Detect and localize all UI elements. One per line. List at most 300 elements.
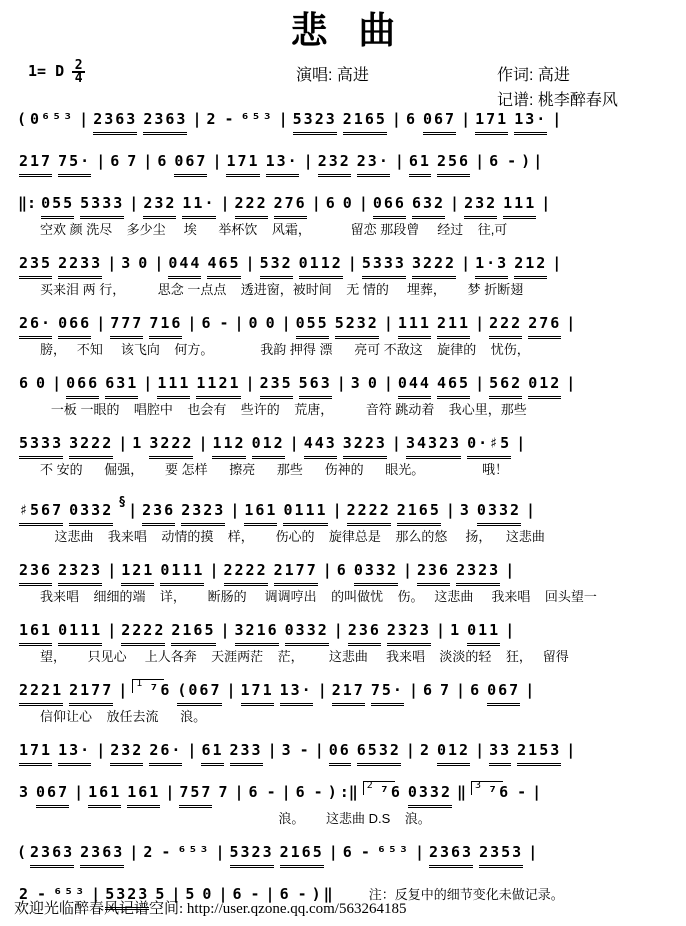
barline: | [408, 681, 418, 699]
barline: | [528, 843, 538, 861]
barline: | [281, 783, 291, 801]
lyricist-credit: 作词: 高进 [497, 67, 570, 84]
note-group: 0 [248, 314, 260, 332]
note-group: 0 [342, 194, 354, 212]
note-group: ⁶⁵³ [53, 885, 87, 903]
barline: ‖ [323, 885, 333, 903]
barline: | [281, 314, 291, 332]
note-group: 2177 [274, 557, 318, 586]
note-group: 217 [332, 677, 365, 706]
time-signature-bottom: 4 [74, 71, 83, 86]
note-group: 632 [412, 190, 445, 219]
note-group: 161 [244, 497, 277, 526]
note-group: 217 [19, 148, 52, 177]
note-group: 2221 [19, 677, 63, 706]
duration-dash: - [297, 885, 307, 903]
note-group: 2222 [121, 617, 165, 646]
note-group: 2 [19, 885, 31, 903]
barline: | [475, 741, 485, 759]
duration-dash: - [224, 110, 234, 128]
note-group: 067 [487, 677, 520, 706]
barline: | [289, 434, 299, 452]
note-group: 3222 [69, 430, 113, 459]
system [16, 430, 680, 477]
note-group: 2165 [397, 497, 441, 526]
barline: | [154, 254, 164, 272]
barline: | [226, 681, 236, 699]
barline: | [450, 194, 460, 212]
barline: | [525, 681, 535, 699]
note-group: 716 [149, 310, 182, 339]
note-group: 1 [450, 621, 462, 639]
note-group: 3 [121, 254, 133, 272]
note-group: 0⁶⁵³ [30, 110, 75, 128]
barline: | [118, 681, 128, 699]
note-group: ⁶⁵³ [376, 843, 410, 861]
notation-line [16, 677, 680, 706]
lyrics-line: 我来唱 细细的端 详， 断肠的 调调哼出 的叫做忧 伤。 这悲曲 我来唱 回头望一 [40, 589, 597, 604]
barline: | [230, 501, 240, 519]
barline: | [414, 843, 424, 861]
time-signature [72, 60, 85, 84]
note-group: 34323 [406, 430, 461, 459]
note-group: 171 [475, 106, 508, 135]
barline: | [107, 561, 117, 579]
note-group: 3222 [149, 430, 193, 459]
transcriber-credit: 记谱: 桃李醉春风 [497, 92, 618, 109]
barline: | [218, 885, 228, 903]
note-group: 012 [252, 430, 285, 459]
note-group: 236 [417, 557, 450, 586]
system [16, 106, 680, 135]
note-group: 0 [265, 314, 277, 332]
note-group: 75· [371, 677, 404, 706]
volta-bracket: 1 [132, 679, 164, 693]
note-group: 232 [143, 190, 176, 219]
barline: | [265, 885, 275, 903]
lyrics-line: 买来泪 两 行， 思念 一点点 透进窗，被时间 无 情的 埋葬， 梦 折断翅 [40, 282, 524, 297]
note-group: 7 [127, 152, 139, 170]
barline: | [118, 434, 128, 452]
note-group: 13· [58, 737, 91, 766]
note-group: 6 [201, 314, 213, 332]
note-group: 0111 [283, 497, 327, 526]
note-group: 112 [212, 430, 245, 459]
barline: | [187, 741, 197, 759]
duration-dash: - [313, 783, 323, 801]
lyrics-line: 信仰让心 放任去流 浪。 [40, 709, 207, 724]
note-group: 6 [157, 152, 169, 170]
note-group: 465 [437, 370, 470, 399]
note-group: 11· [182, 190, 215, 219]
note-group: 2323 [58, 557, 102, 586]
note-group: 61 [409, 148, 431, 177]
note-group: 6 [19, 374, 31, 392]
barline: | [267, 741, 277, 759]
lyrics-line: 浪。 这悲曲 D.S 浪。 [40, 811, 431, 826]
note-group: 5323 [230, 839, 274, 868]
note-group: 0 [202, 885, 214, 903]
note-group: 2 [206, 110, 218, 128]
note-group: 2165 [280, 839, 324, 868]
barline: | [347, 254, 357, 272]
barline: | [445, 501, 455, 519]
barline: | [212, 152, 222, 170]
notation-line [16, 190, 680, 219]
barline: | [566, 314, 576, 332]
note-group: 5232 [335, 310, 379, 339]
barline: | [234, 783, 244, 801]
volta-bracket: 3 [471, 781, 503, 795]
parenthesis: ( [17, 110, 27, 128]
barline: | [198, 434, 208, 452]
note-group: 26· [149, 737, 182, 766]
barline: | [165, 783, 175, 801]
note-group: 2323 [387, 617, 431, 646]
duration-dash: - [507, 152, 517, 170]
notation-line [16, 106, 680, 135]
note-group: 7 [218, 783, 230, 801]
barline: | [171, 885, 181, 903]
barline: | [333, 621, 343, 639]
duration-dash: - [250, 885, 260, 903]
barline: | [383, 374, 393, 392]
note-group: 171 [226, 148, 259, 177]
system [16, 190, 680, 237]
note-group: 13· [266, 148, 299, 177]
barline: | [526, 501, 536, 519]
barline: | [552, 110, 562, 128]
note-group: ⁷6 [379, 783, 402, 801]
note-group: 044 [168, 250, 201, 279]
barline: | [358, 194, 368, 212]
note-group: 0 [138, 254, 150, 272]
lyrics-line: 一板 一眼的 唱腔中 也会有 些许的 荒唐， 音符 跳动着 我心里，那些 [40, 402, 527, 417]
note-group: 2363 [429, 839, 473, 868]
barline: | [245, 374, 255, 392]
lyrics-line: 望， 只见心 上人各奔 天涯两茫 茫， 这悲曲 我来唱 淡淡的轻 狂， 留得 [40, 649, 569, 664]
barline: | [187, 314, 197, 332]
note-group: 5323 [293, 106, 337, 135]
note-group: 2363 [143, 106, 187, 135]
barline: | [96, 152, 106, 170]
note-group: 232 [318, 148, 351, 177]
note-group: 111 [398, 310, 431, 339]
barline: | [96, 741, 106, 759]
barline: | [91, 885, 101, 903]
note-group: 6 [405, 110, 417, 128]
note-group: 235 [260, 370, 293, 399]
lyrics-line: 这悲曲 我来唱 动情的摸 样， 伤心的 旋律总是 那么的悠 扬， 这悲曲 [40, 529, 545, 544]
barline: | [461, 110, 471, 128]
note-group: ⁶⁵³ [177, 843, 211, 861]
notation-line [16, 490, 680, 526]
note-group: ⁶⁵³ [240, 110, 274, 128]
note-group: 6 [110, 152, 122, 170]
barline: ‖: [18, 194, 37, 212]
barline: | [52, 374, 62, 392]
note-group: 7 [440, 681, 452, 699]
barline: | [505, 561, 515, 579]
note-group: 276 [528, 310, 561, 339]
note-group: 2233 [58, 250, 102, 279]
note-group: 1121 [196, 370, 240, 399]
note-group: 044 [398, 370, 431, 399]
barline: | [314, 741, 324, 759]
barline: | [475, 374, 485, 392]
lyrics-line: 膀， 不知 该飞向 何方。 我韵 押得 漂 亮可 不敌这 旋律的 忧伤， [40, 342, 530, 357]
note-group: 2165 [343, 106, 387, 135]
barline: :‖ [339, 783, 358, 801]
notation-line [16, 430, 680, 459]
note-group: 1·3 [475, 250, 508, 279]
note-group: 532 [260, 250, 293, 279]
note-group: 5 [155, 885, 167, 903]
notation-line [16, 779, 680, 808]
barline: | [402, 561, 412, 579]
barline: | [143, 152, 153, 170]
note-group: 5333 [19, 430, 63, 459]
barline: | [533, 152, 543, 170]
song-title: 悲 曲 [290, 10, 396, 51]
note-group: 055 [41, 190, 74, 219]
barline: | [322, 561, 332, 579]
system [16, 310, 680, 357]
note-group: 3216 [235, 617, 279, 646]
barline: ‖ [457, 783, 467, 801]
barline: | [436, 621, 446, 639]
volta-bracket: 2 [363, 781, 395, 795]
barline: | [311, 194, 321, 212]
note-group: 236 [348, 617, 381, 646]
note-group: 26· [19, 310, 52, 339]
note-group: 0111 [160, 557, 204, 586]
note-group: 06 [329, 737, 351, 766]
note-group: 6 [470, 681, 482, 699]
barline: | [391, 110, 401, 128]
note-group: 011 [467, 617, 500, 646]
singer-credit: 演唱: 高进 [296, 67, 369, 84]
footer-text: 欢迎光临醉春风记谱空间: http://user.qzone.qq.com/563264185 [14, 901, 407, 917]
note-group: 121 [121, 557, 154, 586]
note-group: 5323 [105, 881, 149, 910]
barline: | [215, 843, 225, 861]
note-group: ⁷6 [488, 783, 511, 801]
score [0, 102, 686, 910]
key-signature [28, 60, 85, 84]
note-group: 0 [367, 374, 379, 392]
parenthesis: ) [521, 152, 531, 170]
notation-line [16, 617, 680, 646]
duration-dash: - [299, 741, 309, 759]
system [16, 839, 680, 868]
score-footnote: 注：反复中的细节变化未做记录。 [368, 887, 564, 902]
parenthesis: ( [17, 843, 27, 861]
note-group: 233 [230, 737, 263, 766]
note-group: 0332 [285, 617, 329, 646]
duration-dash: - [161, 843, 171, 861]
barline: | [394, 152, 404, 170]
parenthesis: ) [311, 885, 321, 903]
note-group: 0·♯5 [467, 430, 511, 459]
barline: | [129, 843, 139, 861]
note-group: 2153 [517, 737, 561, 766]
notation-line [16, 737, 680, 766]
barline: | [107, 621, 117, 639]
barline: | [220, 621, 230, 639]
barline: | [405, 741, 415, 759]
note-group: 5 [185, 885, 197, 903]
note-group: 222 [235, 190, 268, 219]
note-group: 2222 [224, 557, 268, 586]
note-group: (067 [177, 677, 221, 706]
note-group: 161 [88, 779, 121, 808]
note-group: 236 [142, 497, 175, 526]
note-group: 631 [105, 370, 138, 399]
duration-dash: - [360, 843, 370, 861]
note-group: 6 [295, 783, 307, 801]
barline: | [79, 110, 89, 128]
barline: | [96, 314, 106, 332]
system [16, 490, 680, 544]
parenthesis: ) [327, 783, 337, 801]
note-group: 75· [58, 148, 91, 177]
note-group: 067 [36, 779, 69, 808]
note-group: ♯567 [19, 497, 63, 526]
barline: | [566, 374, 576, 392]
note-group: 012 [437, 737, 470, 766]
note-group: 23· [357, 148, 390, 177]
note-group: 3 [281, 741, 293, 759]
note-group: 2353 [479, 839, 523, 868]
notation-line [16, 148, 680, 177]
note-group: 757 [179, 779, 212, 808]
key-label: 1= D [28, 62, 65, 80]
note-group: 6 [279, 885, 291, 903]
duration-dash: - [266, 783, 276, 801]
note-group: 0332 [408, 779, 452, 808]
note-group: ⁷6 [149, 681, 172, 699]
note-group: 5333 [362, 250, 406, 279]
note-group: 465 [207, 250, 240, 279]
system [16, 779, 680, 826]
note-group: 161 [127, 779, 160, 808]
note-group: 443 [304, 430, 337, 459]
note-group: 2323 [181, 497, 225, 526]
note-group: 232 [464, 190, 497, 219]
note-group: 2 [143, 843, 155, 861]
note-group: 232 [110, 737, 143, 766]
barline: | [552, 254, 562, 272]
system [16, 617, 680, 664]
note-group: 5333 [80, 190, 124, 219]
barline: | [532, 783, 542, 801]
note-group: 0112 [299, 250, 343, 279]
duration-dash: - [517, 783, 527, 801]
note-group: 563 [299, 370, 332, 399]
note-group: 211 [437, 310, 470, 339]
note-group: 3223 [343, 430, 387, 459]
system [16, 677, 680, 724]
note-group: 235 [19, 250, 52, 279]
note-group: 6532 [357, 737, 401, 766]
note-group: 111 [157, 370, 190, 399]
note-group: 236 [19, 557, 52, 586]
barline: | [303, 152, 313, 170]
note-group: 256 [437, 148, 470, 177]
note-group: 13· [280, 677, 313, 706]
barline: | [541, 194, 551, 212]
barline: | [383, 314, 393, 332]
system [16, 737, 680, 766]
note-group: 212 [514, 250, 547, 279]
barline: | [245, 254, 255, 272]
note-group: 066 [58, 310, 91, 339]
note-group: 777 [110, 310, 143, 339]
note-group: 171 [241, 677, 274, 706]
barline: | [107, 254, 117, 272]
notation-line [16, 557, 680, 586]
note-group: 0332 [354, 557, 398, 586]
note-group: 6 [489, 152, 501, 170]
note-group: 067 [174, 148, 207, 177]
barline: | [456, 681, 466, 699]
note-group: 6 [342, 843, 354, 861]
barline: | [336, 374, 346, 392]
lyrics-line: 不 安的 倔强， 要 怎样 擦亮 那些 伤神的 眼光。 哦！ [40, 462, 509, 477]
barline: | [278, 110, 288, 128]
note-group: 6 [232, 885, 244, 903]
barline: | [129, 194, 139, 212]
barline: | [328, 843, 338, 861]
note-group: 2165 [171, 617, 215, 646]
system [16, 148, 680, 177]
barline: | [128, 501, 138, 519]
note-group: 222 [489, 310, 522, 339]
duration-dash: - [37, 885, 47, 903]
note-group: 3222 [412, 250, 456, 279]
barline: | [505, 621, 515, 639]
note-group: 0111 [58, 617, 102, 646]
barline: | [475, 152, 485, 170]
note-group: 276 [274, 190, 307, 219]
notation-line [16, 310, 680, 339]
barline: | [220, 194, 230, 212]
barline: | [192, 110, 202, 128]
note-group: 2323 [456, 557, 500, 586]
note-group: 111 [503, 190, 536, 219]
note-group: 2 [419, 741, 431, 759]
note-group: 3 [350, 374, 362, 392]
note-group: 6 [248, 783, 260, 801]
note-group: 161 [19, 617, 52, 646]
note-group: 1 [132, 434, 144, 452]
barline: | [332, 501, 342, 519]
notation-line [16, 370, 680, 399]
note-group: 2222 [347, 497, 391, 526]
system [16, 370, 680, 417]
notation-line [16, 839, 680, 868]
note-group: 6 [336, 561, 348, 579]
notation-line [16, 250, 680, 279]
note-group: 3 [19, 783, 31, 801]
note-group: 067 [423, 106, 456, 135]
note-group: 3 [459, 501, 471, 519]
note-group: 33 [489, 737, 511, 766]
lyrics-line: 空欢 颜 洗尽 多少尘 埃 举杯饮 风霜， 留恋 那段曾 经过 往,可 [40, 222, 508, 237]
segno-icon: § [118, 495, 127, 510]
system [16, 557, 680, 604]
